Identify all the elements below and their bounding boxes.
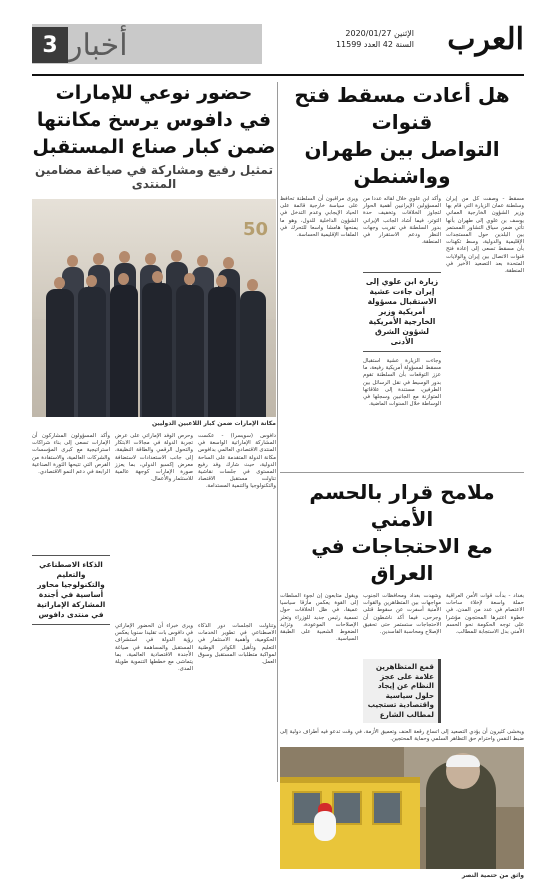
doll-shape bbox=[314, 811, 336, 841]
story-uae-para: وأكد المسؤولون المشاركون أن الإمارات تسعى إلى بناء شراكات استراتيجية مع كبرى المؤسسات والشركات العالمية، والاستفادة من الفرص التي تتيحها الثورة الصناعية الرابعة في دعم النمو الاقتصادي. bbox=[32, 433, 110, 476]
anniversary-logo: 50 bbox=[242, 219, 268, 240]
story-oman-para: مسقط - وصفت كل من إيران وسلطنة عمان الزيارة التي قام بها وزير الشؤون الخارجية العماني يوسف بن علوي إلى طهران بأنها تأتي ضمن سياق التشاور المستمر بين البلدين حول المستجدات الإقليمية والدولية، وسط تكهنات بأن مسقط تسعى إلى إعادة فتح قنوات الاتصال بين إيران والولايات المتحدة بعد التصعيد الأخير في المنطقة. bbox=[446, 196, 524, 275]
story-uae-columns bbox=[32, 433, 276, 809]
column-divider bbox=[277, 82, 278, 782]
story-oman-para: وأكد ابن علوي خلال لقائه عددا من المسؤولين الإيرانيين أهمية الحوار لتجاوز الخلافات وتخفيف حدة التوتر، فيما أشاد الجانب الإيراني بدور السلطنة في تقريب وجهات النظر ودعم الاستقرار في المنطقة. bbox=[363, 196, 441, 246]
story-oman-columns bbox=[280, 196, 524, 466]
story-iraq-para: بغداد - بدأت قوات الأمن العراقية حملة واسعة لإخلاء ساحات الاعتصام في عدد من المدن، في خطوة اعتبرها المحتجون مؤشرا على توجه الحكومة نحو الحسم الأمني بدل الاستجابة للمطالب. bbox=[446, 593, 524, 636]
section-name: أخبار bbox=[68, 27, 128, 63]
story-uae-para: وتناولت الجلسات دور الذكاء الاصطناعي في تطوير الخدمات الحكومية، وأهمية الاستثمار في التعليم وتأهيل الكوادر الوطنية لمواكبة متطلبات المستقبل وسوق العمل. bbox=[198, 623, 276, 666]
story-uae-davos bbox=[32, 80, 276, 809]
story-uae-headline[interactable] bbox=[32, 80, 276, 161]
page-number: 3 bbox=[32, 27, 68, 63]
story-oman-callout: زيارة ابن علوي إلى إيران جاءت عشية الاستقبال مسؤولة أمريكية وزير الخارجية الأمريكية لشؤون الشرق الأدنى bbox=[363, 272, 441, 352]
page-header bbox=[32, 22, 524, 72]
story-iraq-headline-line1: ملامح قرار بالحسم الأمني bbox=[309, 480, 495, 531]
story-iraq-headline[interactable] bbox=[280, 479, 524, 587]
header-divider bbox=[32, 74, 524, 76]
protest-photo-caption: واثق من حتمية النصر bbox=[461, 871, 524, 879]
story-oman-headline-line2: التواصل بين طهران وواشنطن bbox=[304, 137, 500, 188]
section-label bbox=[32, 24, 136, 66]
issue-number: السنة 42 العدد 11599 bbox=[335, 40, 414, 49]
delegation-photo bbox=[32, 199, 276, 417]
story-uae-headline-line2: في دافوس يرسخ مكانتها bbox=[36, 109, 272, 131]
story-iraq-para: وشهدت بغداد ومحافظات الجنوب مواجهات بين المتظاهرين والقوات الأمنية أسفرت عن سقوط قتلى وجرحى، فيما أكد ناشطون أن الاحتجاجات ستستمر حتى تحقيق الإصلاح ومحاسبة الفاسدين. bbox=[363, 593, 441, 636]
newspaper-logo: العرب bbox=[447, 22, 524, 57]
story-oman-headline-line1: هل أعادت مسقط فتح قنوات bbox=[294, 83, 510, 134]
story-oman-para: وجاءت الزيارة عشية استقبال مسقط لمسؤولة أمريكية رفيعة، ما عزز التوقعات بأن السلطنة تقوم بدور الوسيط في نقل الرسائل بين الطرفين، مستندة إلى علاقاتها المتوازنة مع الجانبين وسجلها في الوساطة خلال السنوات الماضية. bbox=[363, 358, 441, 408]
story-iraq-callout: قمع المتظاهرين علامة على عجز النظام عن إيجاد حلول سياسية واقتصادية تستجيب لمطالب الشارع bbox=[363, 659, 441, 723]
story-oman-iran bbox=[280, 82, 524, 466]
story-uae-para: دافوس (سويسرا) - عكست المشاركة الإماراتية الواسعة في المنتدى الاقتصادي العالمي بدافوس مكانة الدولة المتقدمة على الساحة الدولية، حيث شارك وفد رفيع المستوى في جلسات نقاشية تناولت مستقبل الاقتصاد والتكنولوجيا والتنمية المستدامة. bbox=[198, 433, 276, 490]
delegation-photo-caption: مكانة الإمارات ضمن كبار اللاعبين الدوليين bbox=[151, 420, 276, 427]
issue-date: الإثنين 2020/01/27 bbox=[345, 29, 414, 38]
story-uae-headline-line3: ضمن كبار صناع المستقبل bbox=[32, 136, 276, 158]
story-iraq-para: ويخشى كثيرون أن يؤدي التصعيد إلى اتساع رقعة العنف وتعميق الأزمة، في وقت تدعو فيه أطراف دولية إلى ضبط النفس واحترام حق التظاهر السلمي وحماية المحتجين. bbox=[280, 728, 524, 742]
story-divider bbox=[280, 472, 524, 473]
story-uae-para: وحرص الوفد الإماراتي على عرض تجربة الدولة في مجالات الابتكار والتحول الرقمي والطاقة النظيفة، إلى جانب الاستعدادات لاستضافة معرض إكسبو الدولي، بما يعزز صورة الإمارات كوجهة عالمية للاستثمار والأعمال. bbox=[115, 433, 193, 483]
story-iraq-headline-line2: مع الاحتجاجات في العراق bbox=[311, 534, 493, 585]
story-iraq-para: ويقول متابعون إن لجوء السلطات إلى القوة يعكس مأزقا سياسيا عميقا، في ظل الخلافات حول تسمية رئيس جديد للوزراء وتعثر الإصلاحات الموعودة، وتزايد الضغوط الشعبية على الطبقة السياسية. bbox=[280, 593, 358, 643]
story-uae-callout: الذكاء الاصطناعي والتعليم والتكنولوجيا محاور أساسية في أجندة المشاركة الإماراتية في منتدى دافوس bbox=[32, 555, 110, 625]
issue-meta bbox=[324, 28, 414, 50]
right-column bbox=[280, 80, 524, 879]
story-uae-headline-line1: حضور نوعي للإمارات bbox=[55, 82, 253, 104]
story-oman-para: ويرى مراقبون أن السلطنة تحافظ على سياسة خارجية قائمة على الحياد الإيجابي وعدم التدخل في الشؤون الداخلية للدول، وهو ما يمنحها هامشا واسعا للتحرك في الملفات الإقليمية الحساسة. bbox=[280, 196, 358, 239]
story-iraq-columns bbox=[280, 593, 524, 727]
story-uae-subheadline: تمثيل رفيع ومشاركة في صياغة مضامين المنتدى bbox=[35, 163, 273, 191]
left-column bbox=[32, 80, 276, 809]
story-oman-headline[interactable] bbox=[280, 82, 524, 190]
story-uae-para: ويرى خبراء أن الحضور الإماراتي في دافوس بات تقليدا سنويا يعكس رؤية الدولة في استشراف المستقبل والمساهمة في صياغة الأجندة الاقتصادية العالمية، بما يتماشى مع خططها التنموية طويلة المدى. bbox=[115, 623, 193, 673]
story-iraq-protests bbox=[280, 479, 524, 879]
protest-photo bbox=[280, 747, 524, 869]
